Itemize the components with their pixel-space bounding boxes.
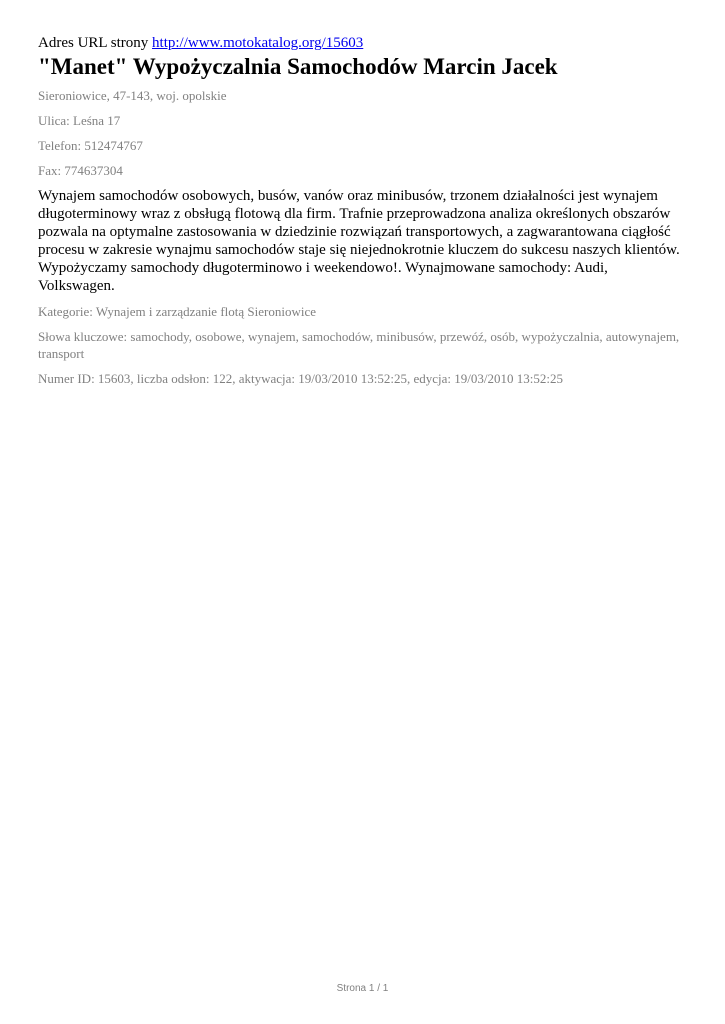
categories-text: Kategorie: Wynajem i zarządzanie flotą Sieroniowice (38, 304, 316, 319)
document-page (38, 33, 688, 395)
street-text: Ulica: Leśna 17 (38, 113, 121, 128)
location-text: Sieroniowice, 47-143, woj. opolskie (38, 88, 227, 103)
url-line (38, 33, 688, 53)
description-paragraph: Wynajem samochodów osobowych, busów, vanów oraz minibusów, trzonem działalności jest wynajem długoterminowy wraz z obsługą flotową dla firm. Trafnie przeprowadzona analiza określonych obszarów pozwala na optymalne zastosowania w dziedzinie rozwiązań transportowych, a zagwarantowana ciągłość procesu w zakresie wynajmu samochodów staje się niejednokrotnie kluczem do sukcesu naszych klientów. Wypożyczamy samochody długoterminowo i weekendowo!. Wynajmowane samochody: Audi, Volkswagen. (38, 188, 680, 294)
url-prefix: Adres URL strony (38, 35, 149, 51)
fax-text: Fax: 774637304 (38, 163, 123, 178)
listing-url-link[interactable]: http://www.motokatalog.org/15603 (152, 35, 364, 51)
record-info-text: Numer ID: 15603, liczba odsłon: 122, aktywacja: 19/03/2010 13:52:25, edycja: 19/03/2010 13:52:25 (38, 371, 563, 386)
page-number-footer: Strona 1 / 1 (336, 983, 389, 994)
listing-title: "Manet" Wypożyczalnia Samochodów Marcin Jacek (38, 54, 558, 79)
keywords-text: Słowa kluczowe: samochody, osobowe, wynajem, samochodów, minibusów, przewóź, osób, wypożyczalnia, autowynajem, transport (38, 329, 680, 361)
phone-text: Telefon: 512474767 (38, 138, 143, 153)
